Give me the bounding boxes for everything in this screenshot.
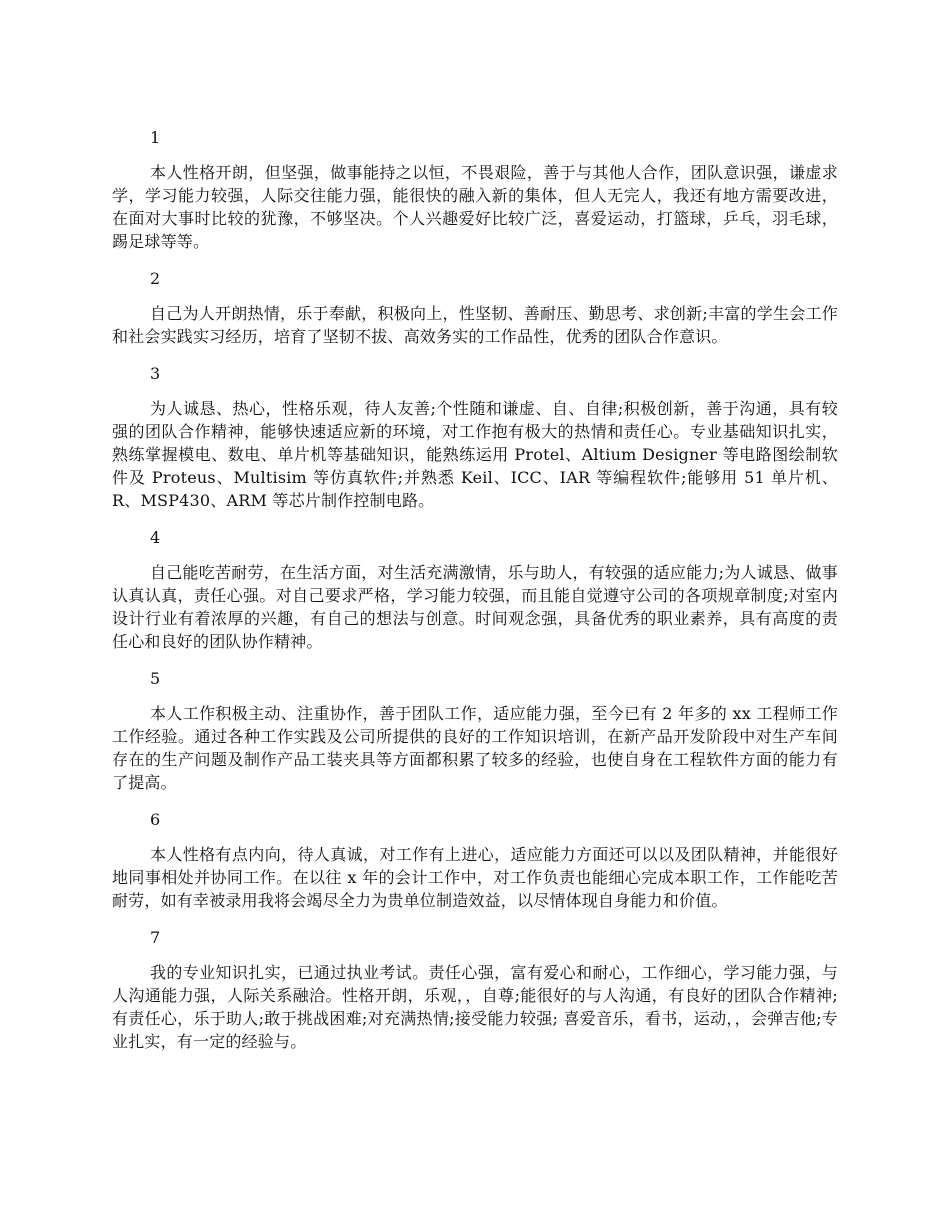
section-2 (112, 267, 838, 348)
section-number: 4 (150, 528, 161, 547)
section-paragraph: 自己为人开朗热情，乐于奉献，积极向上，性坚韧、善耐压、勤思考、求创新;丰富的学生会工作和社会实践实习经历，培育了坚韧不拔、高效务实的工作品性，优秀的团队合作意识。 (112, 304, 838, 346)
section-6 (112, 808, 838, 912)
section-number: 6 (150, 810, 161, 829)
section-3 (112, 362, 838, 512)
section-5 (112, 667, 838, 794)
section-7 (112, 926, 838, 1053)
section-4 (112, 526, 838, 653)
section-number: 3 (150, 364, 161, 383)
section-paragraph: 自己能吃苦耐劳，在生活方面，对生活充满激情，乐与助人，有较强的适应能力;为人诚恳、做事认真认真，责任心强。对自己要求严格，学习能力较强，而且能自觉遵守公司的各项规章制度;对室内设计行业有着浓厚的兴趣，有自己的想法与创意。时间观念强，具备优秀的职业素养，具有高度的责任心和良好的团队协作精神。 (112, 563, 838, 651)
section-number: 7 (150, 928, 161, 947)
section-paragraph: 本人性格开朗，但坚强，做事能持之以恒，不畏艰险，善于与其他人合作，团队意识强，谦虚求学，学习能力较强，人际交往能力强，能很快的融入新的集体，但人无完人，我还有地方需要改进，在面对大事时比较的犹豫，不够坚决。个人兴趣爱好比较广泛，喜爱运动，打篮球，乒乓，羽毛球，踢足球等等。 (112, 163, 838, 251)
section-paragraph: 本人性格有点内向，待人真诚，对工作有上进心，适应能力方面还可以以及团队精神，并能很好地同事相处并协同工作。在以往 x 年的会计工作中，对工作负责也能细心完成本职工作，工作能吃苦耐劳，如有幸被录用我将会竭尽全力为贵单位制造效益，以尽情体现自身能力和价值。 (112, 845, 838, 910)
section-paragraph: 为人诚恳、热心，性格乐观，待人友善;个性随和谦虚、自、自律;积极创新，善于沟通，具有较强的团队合作精神，能够快速适应新的环境，对工作抱有极大的热情和责任心。专业基础知识扎实，熟练掌握模电、数电、单片机等基础知识，能熟练运用 Protel、Altium Designer 等电路图绘制软件及 Proteus、Multisim 等仿真软件;并熟悉 Keil、ICC、IAR 等编程软件;能够用 51 单片机、R、MSP430、ARM 等芯片制作控制电路。 (112, 399, 838, 510)
section-paragraph: 本人工作积极主动、注重协作，善于团队工作，适应能力强，至今已有 2 年多的 xx 工程师工作工作经验。通过各种工作实践及公司所提供的良好的工作知识培训，在新产品开发阶段中对生产车间存在的生产问题及制作产品工装夹具等方面都积累了较多的经验，也使自身在工程软件方面的能力有了提高。 (112, 704, 838, 792)
section-paragraph: 我的专业知识扎实，已通过执业考试。责任心强，富有爱心和耐心，工作细心，学习能力强，与人沟通能力强，人际关系融洽。性格开朗，乐观，，自尊;能很好的与人沟通，有良好的团队合作精神;有责任心，乐于助人;敢于挑战困难;对充满热情;接受能力较强; 喜爱音乐，看书，运动，，会弹吉他;专业扎实，有一定的经验与。 (112, 963, 838, 1051)
section-number: 5 (150, 669, 161, 688)
section-number: 1 (150, 128, 161, 147)
section-1 (112, 126, 838, 253)
section-number: 2 (150, 269, 161, 288)
